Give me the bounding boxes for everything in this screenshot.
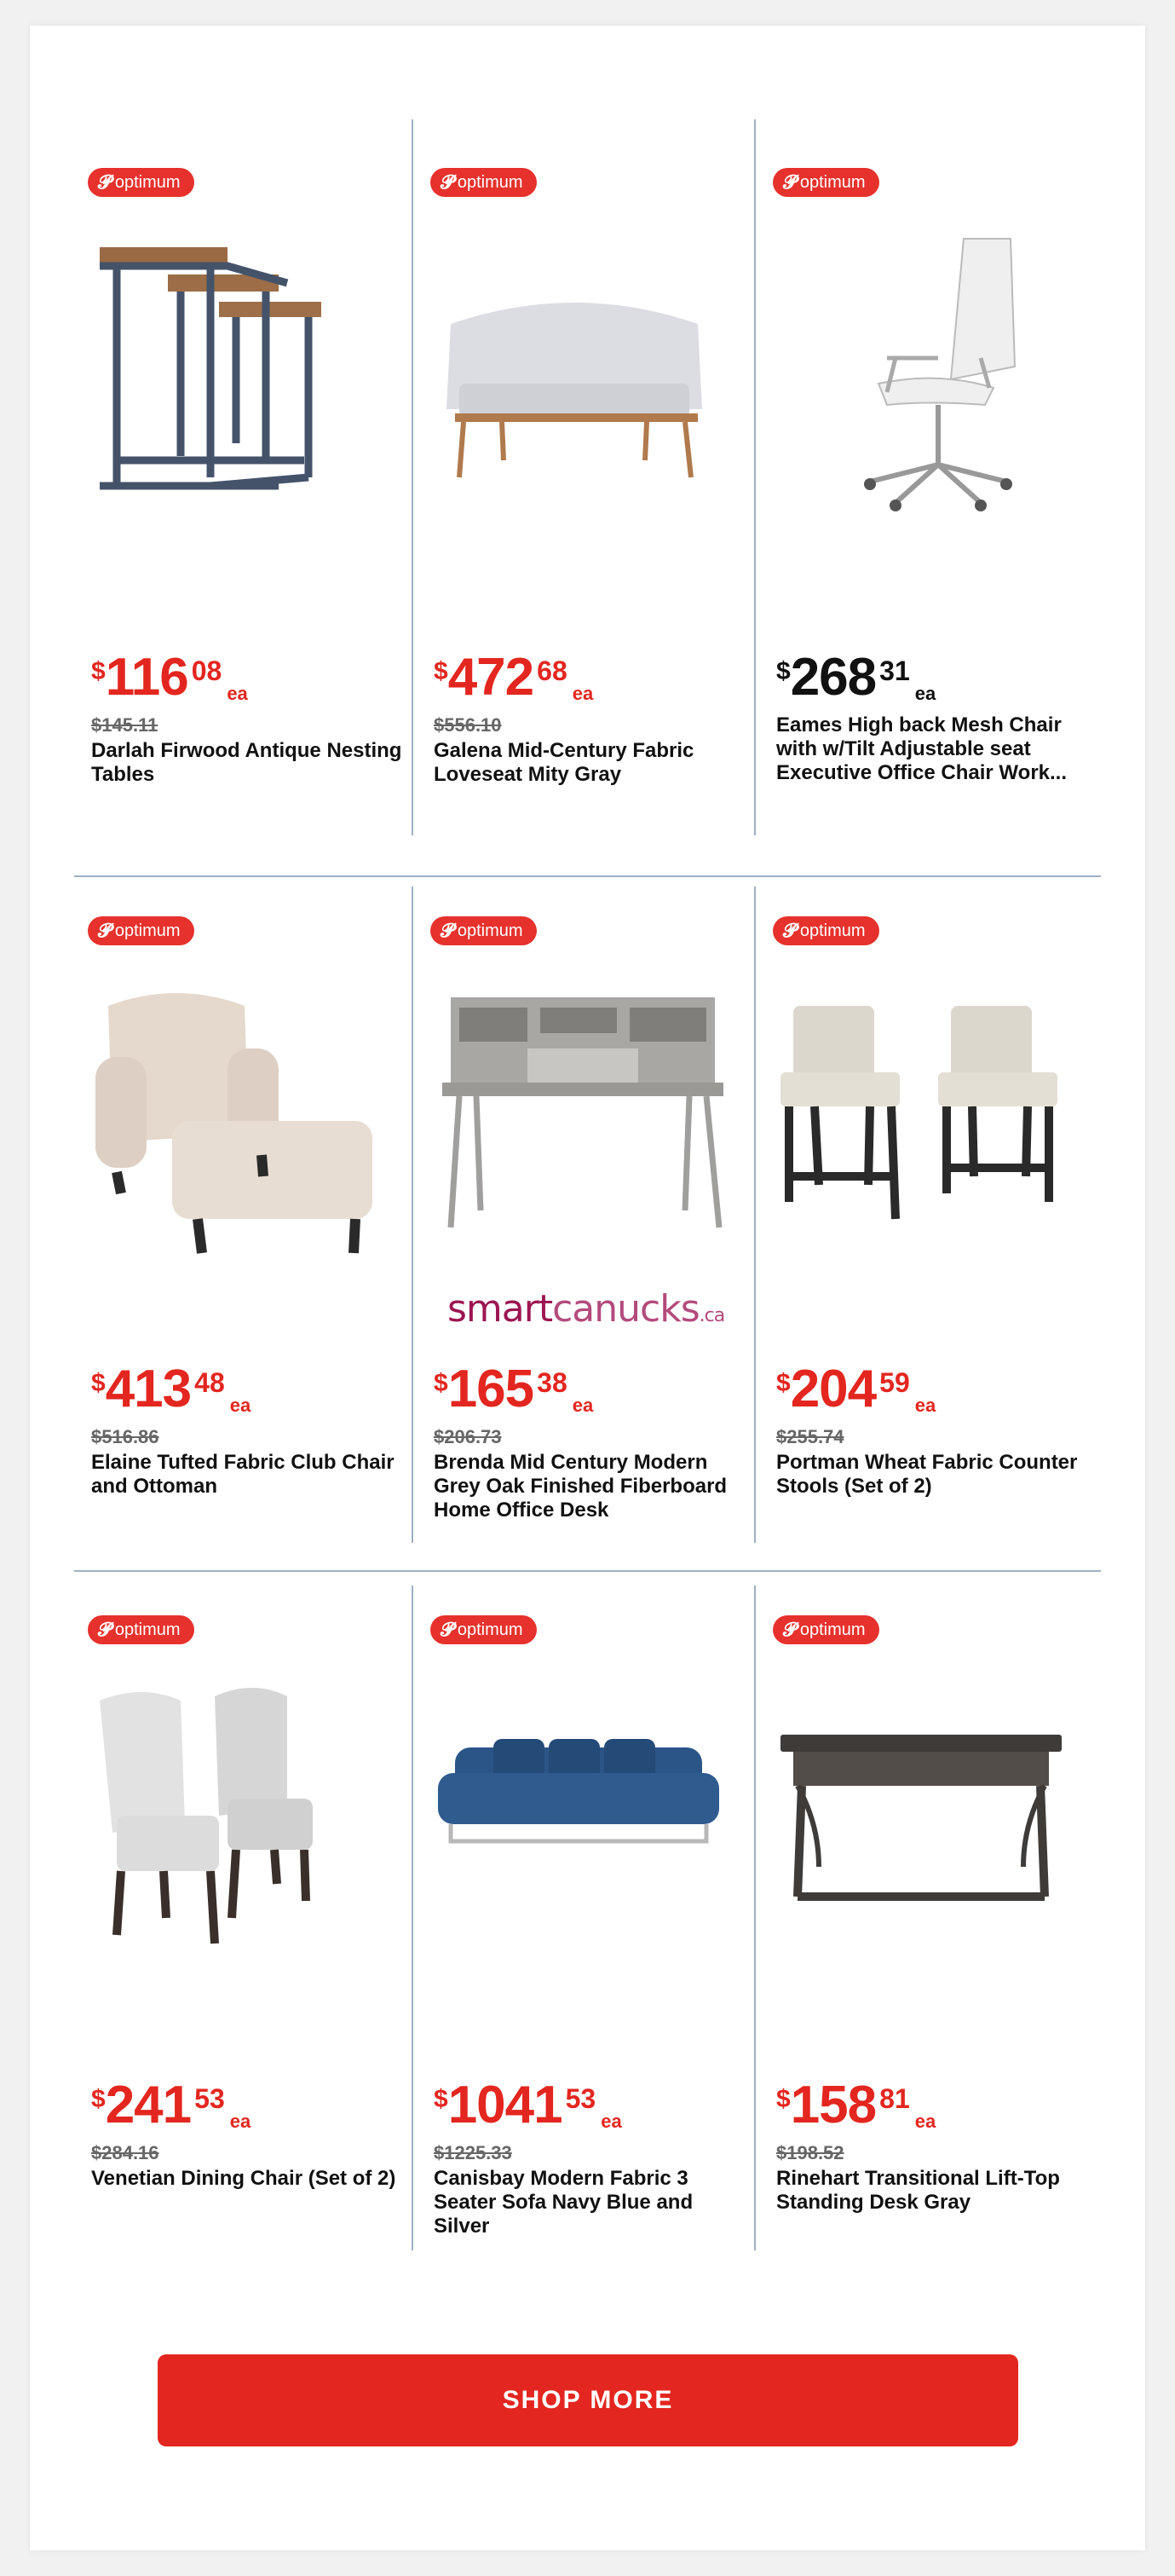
product-card[interactable]	[417, 1585, 749, 2250]
product-name[interactable]: Galena Mid-Century Fabric Loveseat Mity Gray	[434, 739, 694, 786]
sale-price: $ 116 08 ea	[91, 648, 248, 707]
product-name[interactable]: Canisbay Modern Fabric 3 Seater Sofa Navy Blue and Silver	[434, 2167, 694, 2238]
pc-logo-icon: 𝓟	[783, 920, 797, 941]
sale-price: $ 413 48 ea	[91, 1360, 251, 1418]
column-divider	[412, 887, 413, 1543]
optimum-badge: 𝓟 optimum	[773, 916, 879, 945]
lift-top-desk-image	[768, 1671, 1066, 1961]
optimum-badge: 𝓟 optimum	[430, 916, 537, 945]
original-price: $255.74	[776, 1426, 844, 1447]
product-name[interactable]: Portman Wheat Fabric Counter Stools (Set of 2)	[776, 1451, 1078, 1498]
product-name[interactable]: Venetian Dining Chair (Set of 2)	[91, 2167, 396, 2190]
sale-price: $ 268 31 ea	[776, 648, 936, 707]
optimum-badge: 𝓟 optimum	[88, 1615, 194, 1644]
row-divider	[74, 875, 1101, 877]
column-divider	[754, 119, 756, 835]
optimum-badge: 𝓟 optimum	[430, 1615, 537, 1644]
column-divider	[754, 887, 756, 1543]
sale-price: $ 241 53 ea	[91, 2076, 251, 2134]
column-divider	[412, 1585, 413, 2250]
smartcanucks-watermark: smartcanucks.ca	[447, 1287, 725, 1331]
column-divider	[754, 1585, 756, 2250]
pc-logo-icon: 𝓟	[441, 171, 454, 193]
product-card[interactable]	[759, 887, 1091, 1551]
pc-logo-icon: 𝓟	[441, 1619, 454, 1640]
product-name[interactable]: Darlah Firwood Antique Nesting Tables	[91, 739, 402, 786]
club-chair-image	[83, 972, 381, 1262]
product-name[interactable]: Eames High back Mesh Chair with w/Tilt Adjustable seat Executive Office Chair Work...	[776, 713, 1068, 784]
original-price: $198.52	[776, 2142, 844, 2163]
office-desk-image	[425, 972, 723, 1262]
original-price: $556.10	[434, 714, 502, 736]
product-card[interactable]	[74, 887, 406, 1551]
product-card[interactable]	[759, 94, 1091, 861]
mesh-chair-image	[768, 230, 1066, 520]
loveseat-image	[425, 230, 723, 520]
product-name[interactable]: Rinehart Transitional Lift-Top Standing Desk Gray	[776, 2167, 1060, 2214]
sale-price: $ 1041 53 ea	[434, 2076, 622, 2134]
row-divider	[74, 1570, 1101, 1572]
dining-chairs-image	[83, 1671, 381, 1961]
pc-logo-icon: 𝓟	[441, 920, 454, 941]
optimum-badge: 𝓟 optimum	[430, 168, 537, 197]
sale-price: $ 165 38 ea	[434, 1360, 594, 1418]
original-price: $206.73	[434, 1426, 502, 1447]
original-price: $145.11	[91, 714, 158, 736]
shop-more-button[interactable]: SHOP MORE	[158, 2354, 1018, 2446]
product-card[interactable]	[74, 1585, 406, 2250]
sale-price: $ 472 68 ea	[434, 648, 594, 707]
pc-logo-icon: 𝓟	[98, 1619, 112, 1640]
original-price: $1225.33	[434, 2142, 512, 2163]
optimum-badge: 𝓟 optimum	[773, 168, 879, 197]
pc-logo-icon: 𝓟	[783, 171, 797, 193]
product-card[interactable]	[74, 94, 406, 861]
optimum-badge: 𝓟 optimum	[88, 168, 194, 197]
pc-logo-icon: 𝓟	[98, 171, 112, 193]
pc-logo-icon: 𝓟	[783, 1619, 797, 1640]
nesting-tables-image	[83, 230, 381, 520]
product-row	[74, 887, 1101, 1551]
sofa-image	[425, 1671, 723, 1961]
original-price: $516.86	[91, 1426, 159, 1447]
sale-price: $ 158 81 ea	[776, 2076, 936, 2134]
product-name[interactable]: Elaine Tufted Fabric Club Chair and Ottoman	[91, 1451, 395, 1498]
original-price: $284.16	[91, 2142, 159, 2163]
optimum-badge: 𝓟 optimum	[88, 916, 194, 945]
product-card[interactable]	[417, 94, 749, 861]
product-row	[74, 94, 1101, 861]
flyer-page	[30, 26, 1145, 2550]
product-card[interactable]	[759, 1585, 1091, 2250]
counter-stools-image	[768, 972, 1066, 1262]
pc-logo-icon: 𝓟	[98, 920, 112, 941]
optimum-badge: 𝓟 optimum	[773, 1615, 879, 1644]
column-divider	[412, 119, 413, 835]
product-row	[74, 1585, 1101, 2250]
product-card[interactable]	[417, 887, 749, 1551]
product-name[interactable]: Brenda Mid Century Modern Grey Oak Finished Fiberboard Home Office Desk	[434, 1451, 728, 1522]
sale-price: $ 204 59 ea	[776, 1360, 936, 1418]
